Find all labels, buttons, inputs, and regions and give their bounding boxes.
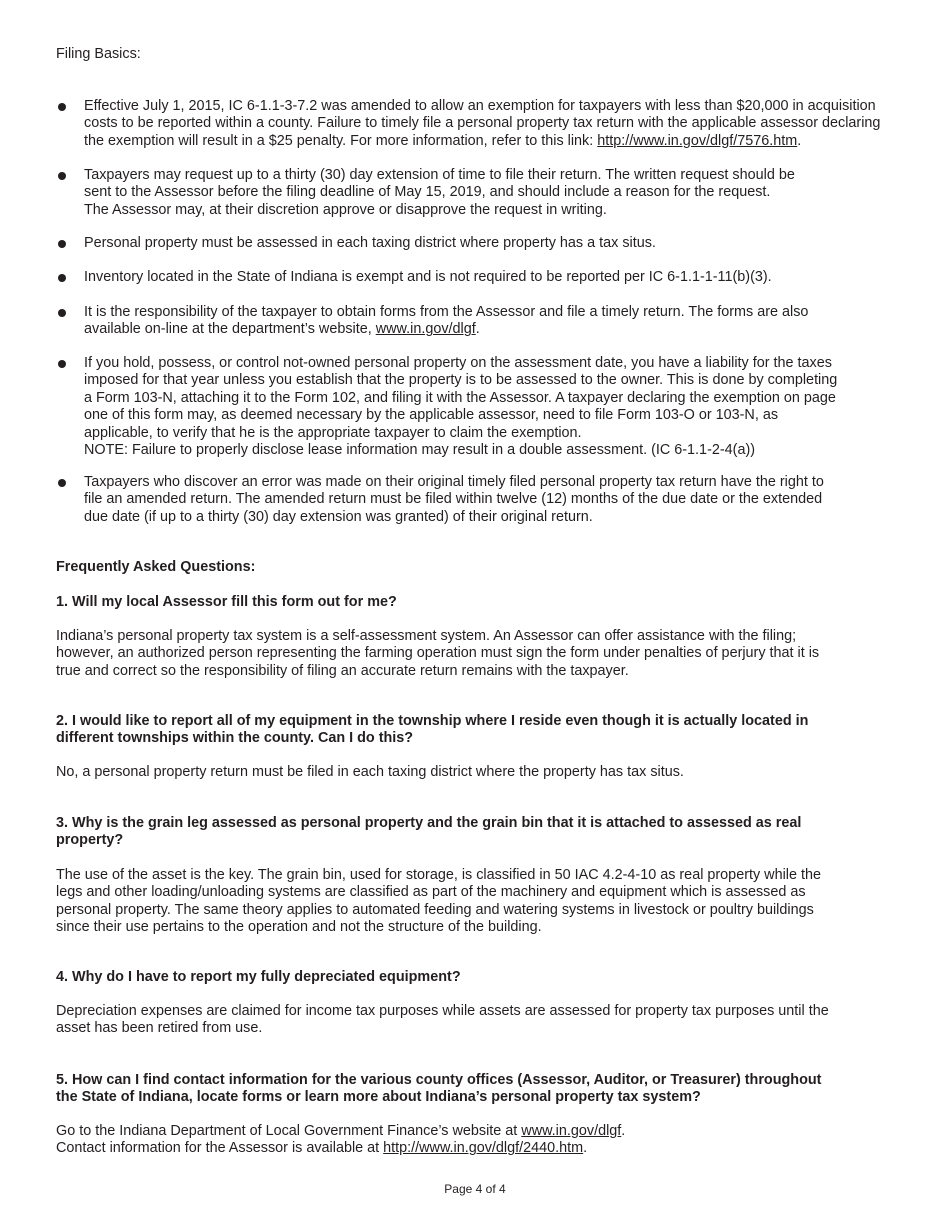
faq-answer-2	[56, 764, 906, 781]
list-item	[56, 355, 906, 459]
text-line: Indiana’s personal property tax system is a self-assessment system. An Assessor can offer assistance with the filing;	[56, 628, 797, 644]
text-line: personal property. The same theory applies to automated feeding and watering systems in livestock or poultry buildings	[56, 901, 814, 918]
text-line: however, an authorized person representing the farming operation must sign the form under penalties of perjury that it is	[56, 645, 820, 662]
faq-answer-3	[56, 867, 906, 937]
list-item	[56, 474, 906, 526]
faq-heading: Frequently Asked Questions:	[56, 559, 256, 575]
text-line: It is the responsibility of the taxpayer to obtain forms from the Assessor and file a timely return. The forms are also	[84, 304, 809, 320]
text-line: If you hold, possess, or control not-owned personal property on the assessment date, you have a liability for the taxes	[84, 355, 832, 371]
faq-question-2	[56, 713, 906, 748]
list-item	[56, 269, 906, 286]
faq-question-1: 1. Will my local Assessor fill this form out for me?	[56, 594, 397, 610]
list-item	[56, 167, 906, 219]
text-line: Taxpayers may request up to a thirty (30) day extension of time to file their return. The written request should be	[84, 167, 795, 183]
text-segment: the exemption will result in a $25 penalty. For more information, refer to this link:	[84, 132, 598, 149]
dlgf-website-link[interactable]: www.in.gov/dlgf	[521, 1123, 622, 1139]
bullet-icon	[58, 479, 66, 487]
text-line: Effective July 1, 2015, IC 6-1.1-3-7.2 was amended to allow an exemption for taxpayers with less than $20,000 in acquisition	[84, 98, 876, 114]
text-line: different townships within the county. Can I do this?	[56, 730, 414, 747]
exemption-info-link[interactable]: http://www.in.gov/dlgf/7576.htm	[597, 132, 798, 149]
page-number: Page 4 of 4	[444, 1182, 506, 1196]
text-segment: Contact information for the Assessor is available at	[56, 1140, 384, 1157]
text-line: Personal property must be assessed in each taxing district where property has a tax situs.	[84, 235, 656, 251]
text-line: legs and other loading/unloading systems are classified as part of the machinery and equipment which is assessed as	[56, 884, 806, 901]
text-line: file an amended return. The amended return must be filed within twelve (12) months of the due date or the extended	[84, 491, 823, 508]
bullet-icon	[58, 103, 66, 111]
assessor-contact-link[interactable]: http://www.in.gov/dlgf/2440.htm	[383, 1140, 584, 1157]
text-line: sent to the Assessor before the filing deadline of May 15, 2019, and should include a reason for the request.	[84, 184, 771, 201]
faq-answer-1	[56, 628, 906, 680]
text-line	[56, 1140, 906, 1157]
faq-question-5	[56, 1072, 906, 1107]
text-line: No, a personal property return must be filed in each taxing district where the property has tax situs.	[56, 764, 684, 780]
text-line: The Assessor may, at their discretion approve or disapprove the request in writing.	[84, 201, 607, 218]
text-segment: .	[797, 132, 802, 149]
text-line: 3. Why is the grain leg assessed as personal property and the grain bin that it is attached to assessed as real	[56, 815, 802, 831]
bullet-icon	[58, 360, 66, 368]
text-segment: .	[583, 1140, 588, 1157]
list-item	[56, 98, 906, 150]
text-line	[84, 133, 906, 150]
text-line: Inventory located in the State of Indiana is exempt and is not required to be reported per IC 6-1.1-1-11(b)(3).	[84, 269, 772, 285]
text-line	[56, 1123, 906, 1140]
text-line: imposed for that year unless you establish that the property is to be assessed to the owner. This is done by completing	[84, 372, 838, 389]
text-line: costs to be reported within a county. Failure to timely file a personal property tax return with the applicable assessor declaring	[84, 115, 881, 132]
dlgf-website-link[interactable]: www.in.gov/dlgf	[375, 321, 476, 338]
text-line: Taxpayers who discover an error was made on their original timely filed personal property tax return have the right to	[84, 474, 824, 490]
bullet-icon	[58, 274, 66, 282]
text-line: property?	[56, 832, 124, 849]
text-segment: Go to the Indiana Department of Local Government Finance’s website at	[56, 1123, 522, 1139]
bullet-icon	[58, 172, 66, 180]
faq-answer-4	[56, 1003, 906, 1038]
text-line: since their use pertains to the operation and not the structure of the building.	[56, 919, 542, 936]
text-segment: available on-line at the department’s website,	[84, 321, 376, 338]
faq-question-4: 4. Why do I have to report my fully depreciated equipment?	[56, 969, 461, 985]
filing-basics-heading: Filing Basics:	[56, 46, 141, 62]
text-line: one of this form may, as deemed necessary by the applicable assessor, need to file Form 103-O or 103-N, as	[84, 407, 779, 424]
text-line: Depreciation expenses are claimed for income tax purposes while assets are assessed for property tax purposes until the	[56, 1003, 829, 1019]
faq-question-3	[56, 815, 906, 850]
text-line: due date (if up to a thirty (30) day extension was granted) of their original return.	[84, 508, 593, 525]
bullet-icon	[58, 309, 66, 317]
text-line: a Form 103-N, attaching it to the Form 102, and filing it with the Assessor. A taxpayer declaring the exemption on page	[84, 389, 836, 406]
text-line: 2. I would like to report all of my equipment in the township where I reside even though it is actually located in	[56, 713, 809, 729]
text-segment: .	[621, 1123, 626, 1139]
text-segment: .	[475, 321, 480, 338]
text-line: The use of the asset is the key. The grain bin, used for storage, is classified in 50 IAC 4.2-4-10 as real property while the	[56, 867, 821, 883]
text-line: the State of Indiana, locate forms or learn more about Indiana’s personal property tax system?	[56, 1089, 701, 1106]
text-line	[84, 321, 906, 338]
text-line: NOTE: Failure to properly disclose lease information may result in a double assessment. (IC 6-1.1-2-4(a))	[84, 442, 756, 459]
text-line: applicable, to verify that he is the appropriate taxpayer to claim the exemption.	[84, 424, 582, 441]
text-line: asset has been retired from use.	[56, 1020, 263, 1037]
list-item	[56, 304, 906, 339]
text-line: 5. How can I find contact information for the various county offices (Assessor, Auditor, or Treasurer) throughout	[56, 1072, 822, 1088]
faq-answer-5	[56, 1123, 906, 1158]
text-line: true and correct so the responsibility of filing an accurate return remains with the taxpayer.	[56, 662, 629, 679]
bullet-icon	[58, 240, 66, 248]
list-item	[56, 235, 906, 252]
